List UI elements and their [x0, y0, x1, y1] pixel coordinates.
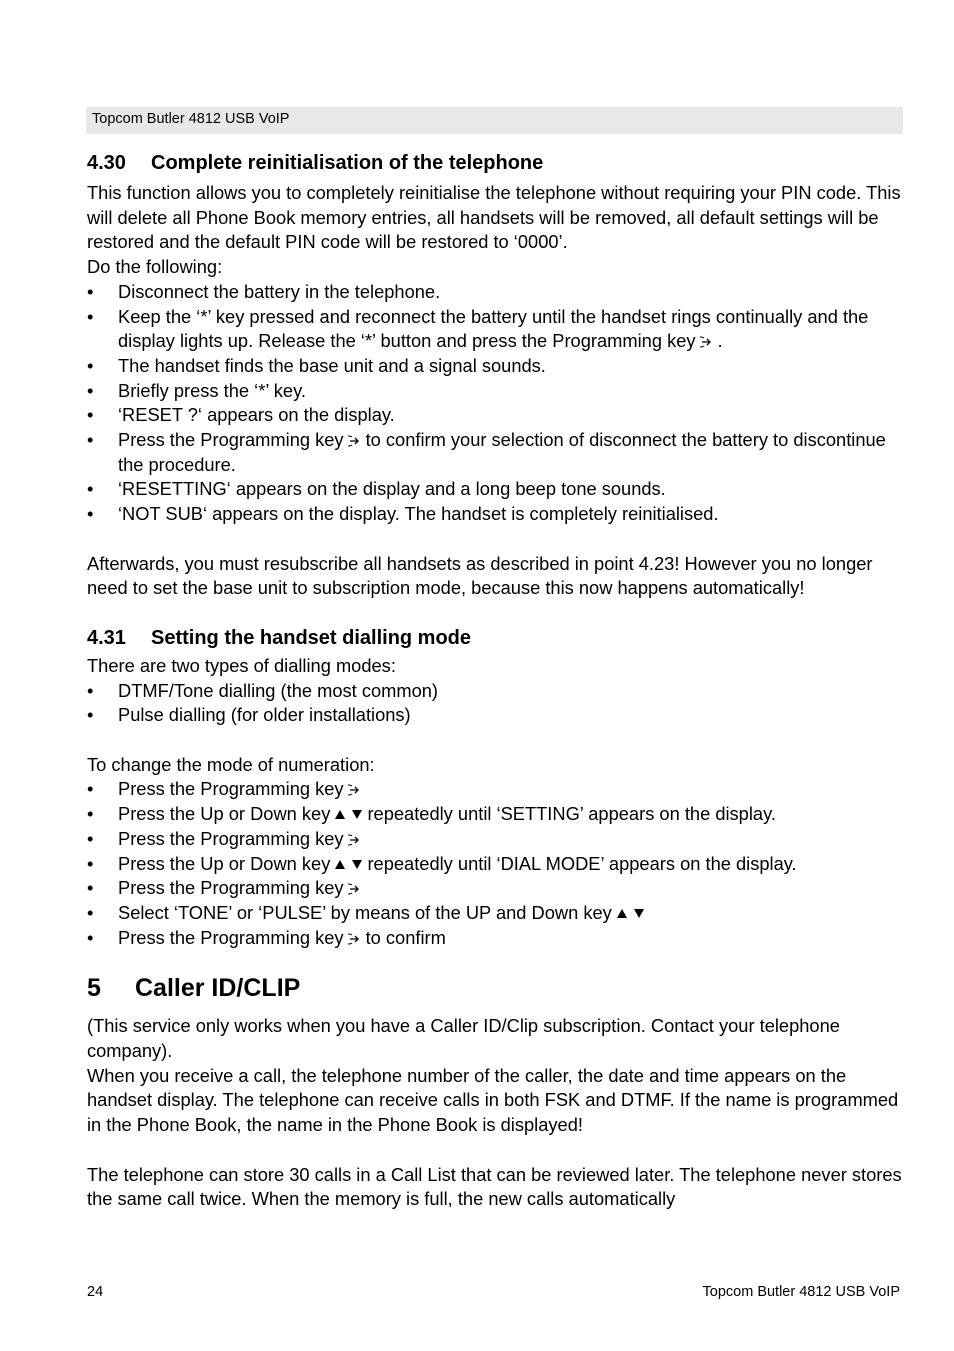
list-item [87, 703, 905, 728]
bullet: • [87, 877, 94, 899]
paragraph: To change the mode of numeration: [87, 753, 375, 775]
list-item-text: Press the Programming key [118, 429, 344, 451]
bullet-list [87, 777, 905, 950]
list-item [87, 305, 905, 354]
up-down-key-icon [334, 852, 363, 877]
bullet: • [87, 901, 94, 923]
list-item-text: The handset finds the base unit and a signal sounds. [118, 354, 546, 376]
bullet-list [87, 280, 905, 527]
list-item [87, 827, 905, 852]
bullet: • [87, 852, 94, 874]
paragraph: The telephone can store 30 calls in a Call List that can be reviewed later. The telephone never stores the same call twice. When the memory is full, the new calls automatically [87, 1163, 902, 1210]
list-item [87, 280, 905, 305]
list-item [87, 777, 905, 802]
section-number: 4.30 [87, 152, 126, 174]
list-item [87, 926, 905, 951]
list-item [87, 876, 905, 901]
list-item-text: to confirm your selection of disconnect the battery to discontinue the procedure. [118, 429, 886, 475]
section-4-31-heading [87, 625, 905, 651]
section-title: Complete reinitialisation of the telephone [151, 152, 544, 174]
list-item-text: repeatedly until ‘SETTING’ appears on the display. [367, 803, 776, 825]
list-item [87, 901, 905, 926]
paragraph: Afterwards, you must resubscribe all handsets as described in point 4.23! However you no longer need to set the base unit to subscription mode, because this now happens automatically! [87, 552, 873, 599]
programming-key-icon [348, 434, 362, 448]
list-item [87, 802, 905, 827]
bullet: • [87, 404, 94, 426]
bullet: • [87, 280, 94, 302]
running-header [86, 107, 903, 134]
paragraph: This function allows you to completely reinitialise the telephone without requiring your PIN code. This will delete all Phone Book memory entries, all handsets will be removed, all default settings will be restored and the default PIN code will be restored to ‘0000’. [87, 182, 901, 253]
bullet: • [87, 354, 94, 376]
up-down-key-icon [334, 802, 363, 827]
list-item-text: Briefly press the ‘*’ key. [118, 379, 306, 401]
programming-key-icon [348, 882, 362, 896]
list-item-text: Press the Programming key [118, 778, 344, 800]
bullet: • [87, 827, 94, 849]
paragraph: When you receive a call, the telephone number of the caller, the date and time appears on the handset display. The telephone can receive calls in both FSK and DTMF. If the name is programmed in the Phone Book, the name in the Phone Book is displayed! [87, 1064, 899, 1136]
list-item [87, 502, 905, 527]
bullet: • [87, 379, 94, 401]
programming-key-icon [348, 932, 362, 946]
programming-key-icon [348, 833, 362, 847]
section-number: 4.31 [87, 626, 126, 649]
list-item-text: ‘RESETTING‘ appears on the display and a long beep tone sounds. [118, 478, 666, 500]
list-item-text: Press the Programming key [118, 926, 344, 948]
list-item-text: Press the Up or Down key [118, 852, 331, 874]
list-item-text: ‘NOT SUB‘ appears on the display. The handset is completely reinitialised. [118, 503, 719, 525]
chapter-title: Caller ID/CLIP [135, 974, 301, 1003]
bullet: • [87, 503, 94, 525]
bullet: • [87, 926, 94, 948]
paragraph: Do the following: [87, 256, 223, 278]
list-item [87, 679, 905, 704]
chapter-number: 5 [87, 974, 101, 1003]
list-item-text: to confirm [365, 926, 446, 948]
list-item-text: . [717, 330, 723, 352]
chapter-5-heading [87, 972, 905, 1004]
programming-key-icon [348, 783, 362, 797]
bullet: • [87, 305, 94, 327]
bullet: • [87, 803, 94, 825]
list-item [87, 354, 905, 379]
up-down-key-icon [616, 901, 645, 926]
list-item-text: Disconnect the battery in the telephone. [118, 280, 441, 302]
list-item-text: Press the Programming key [118, 827, 344, 849]
paragraph: (This service only works when you have a Caller ID/Clip subscription. Contact your telephone company). [87, 1015, 840, 1062]
paragraph: There are two types of dialling modes: [87, 654, 396, 676]
list-item-text: Press the Programming key [118, 877, 344, 899]
list-item-text: Press the Up or Down key [118, 803, 331, 825]
section-title: Setting the handset dialling mode [151, 626, 472, 649]
bullet: • [87, 679, 94, 701]
list-item [87, 852, 905, 877]
list-item-text: Pulse dialling (for older installations) [118, 704, 411, 726]
list-item-text: Keep the ‘*’ key pressed and reconnect the battery until the handset rings continually and the display lights up. Release the ‘*’ button and press the Programming key [118, 305, 869, 352]
running-header-title: Topcom Butler 4812 USB VoIP [92, 111, 290, 127]
page-content [87, 150, 905, 1212]
bullet: • [87, 478, 94, 500]
bullet: • [87, 704, 94, 726]
bullet: • [87, 429, 94, 451]
list-item [87, 477, 905, 502]
list-item [87, 379, 905, 404]
list-item-text: ‘RESET ?‘ appears on the display. [118, 404, 395, 426]
section-4-30-heading [87, 150, 905, 176]
bullet-list [87, 679, 905, 728]
page-number: 24 [87, 1284, 104, 1300]
list-item-text: DTMF/Tone dialling (the most common) [118, 679, 439, 701]
bullet: • [87, 778, 94, 800]
programming-key-icon [700, 335, 714, 349]
footer-title: Topcom Butler 4812 USB VoIP [702, 1284, 900, 1300]
list-item-text: Select ‘TONE’ or ‘PULSE’ by means of the UP and Down key [118, 901, 612, 923]
list-item [87, 428, 905, 477]
list-item-text: repeatedly until ‘DIAL MODE’ appears on the display. [367, 852, 797, 874]
list-item [87, 403, 905, 428]
